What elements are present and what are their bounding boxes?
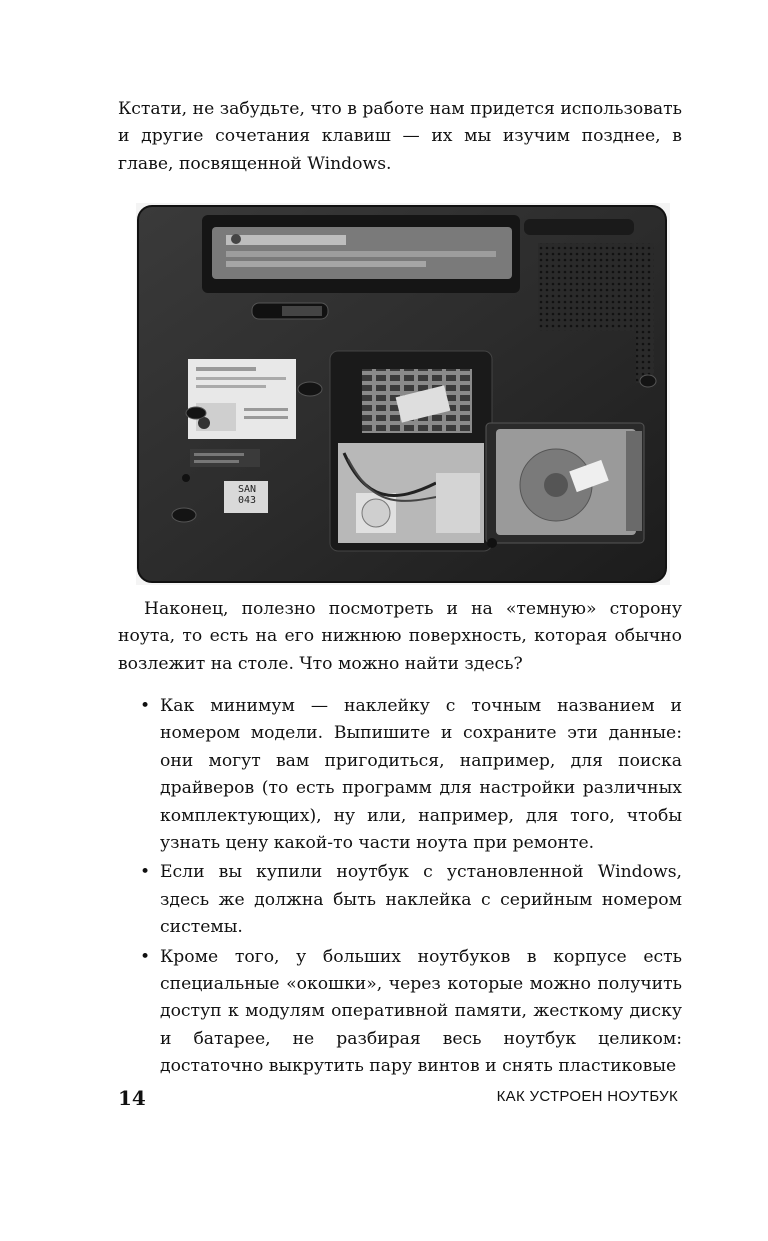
handwritten-label: SAN 043 [237, 484, 257, 506]
list-item [138, 859, 682, 941]
page-number: 14 [118, 1086, 146, 1110]
list-item [138, 693, 682, 857]
body-paragraph [118, 596, 682, 678]
intro-paragraph [118, 96, 682, 178]
list-item-text: Как минимум — наклейку с точным названием и номером модели. Выпишите и сохраните эти данные: они могут вам пригодиться, например, для поиска драйверов (то есть программ для настройки различных комплектующих), ну или, например, для того, чтобы узнать цену какой-то части ноута при ремонте. [160, 696, 682, 854]
list-item [138, 944, 682, 1081]
list-item-text: Кроме того, у больших ноутбуков в корпусе есть специальные «окошки», через которые можно получить доступ к модулям оперативной памяти, жесткому диску и батарее, не разбирая весь ноутбук целиком: достаточно выкрутить пару винтов и снять пластиковые [160, 946, 682, 1077]
bullet-marker: • [140, 946, 151, 967]
vent-grille [538, 243, 634, 331]
laptop-bottom-photo [136, 203, 670, 585]
list-item-text: Если вы купили ноутбук с установленной Windows, здесь же должна быть наклейка с серийным номером системы. [160, 862, 682, 938]
bullet-marker: • [140, 696, 151, 716]
bullet-marker: • [140, 862, 151, 883]
intro-text: Кстати, не забудьте, что в работе нам придется использовать и другие сочетания клавиш — их мы изучим позднее, в главе, посвященной Windows. [118, 99, 682, 174]
paragraph-text: Наконец, полезно посмотреть и на «темную» сторону ноута, то есть на его нижнюю поверхность, которая обычно возлежит на столе. Что можно найти здесь? [118, 599, 682, 674]
running-title: КАК УСТРОЕН НОУТБУК [496, 1088, 678, 1105]
bullet-list [138, 693, 682, 1083]
